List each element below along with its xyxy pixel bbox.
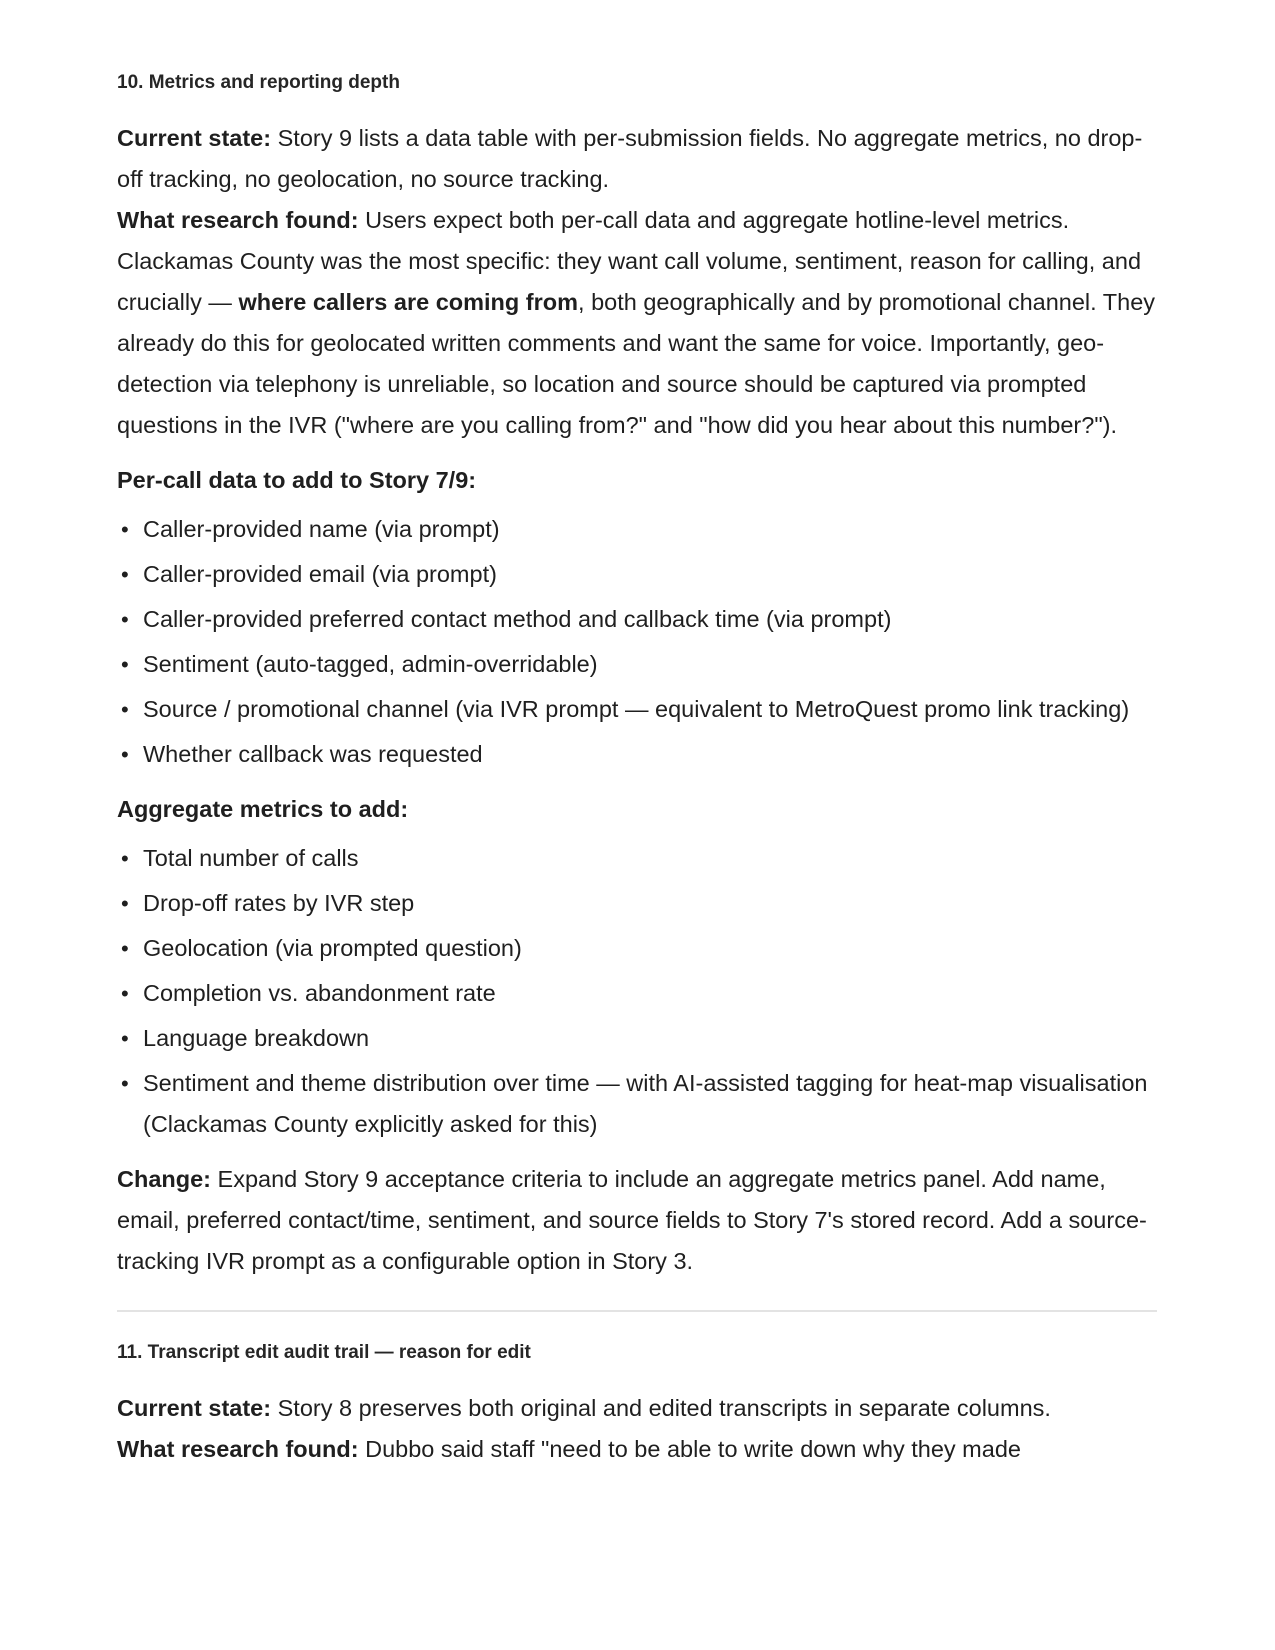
bullet-icon: •	[121, 517, 129, 542]
section-11-research-found	[117, 1429, 1157, 1470]
list-item: • Language breakdown	[117, 1018, 1157, 1059]
list-item: • Sentiment (auto-tagged, admin-overridable)	[117, 644, 1157, 685]
research-found-emphasis: where callers are coming from	[238, 289, 579, 315]
bullet-icon: •	[121, 1026, 129, 1051]
current-state-text: Story 8 preserves both original and edited transcripts in separate columns.	[271, 1395, 1051, 1421]
list-item: • Source / promotional channel (via IVR prompt — equivalent to MetroQuest promo link tracking)	[117, 689, 1157, 730]
current-state-text: Story 9 lists a data table with per-submission fields. No aggregate metrics, no drop-off tracking, no geolocation, no source tracking.	[117, 125, 1143, 192]
list-item: • Geolocation (via prompted question)	[117, 928, 1157, 969]
bullet-icon: •	[121, 981, 129, 1006]
bullet-icon: •	[121, 936, 129, 961]
research-found-text-1: Users expect both per-call data and aggregate hotline-level metrics. Clackamas County was the most specific: they want call volume, sentiment, reason for calling, and crucially —	[117, 207, 1142, 315]
section-10-change	[117, 1159, 1157, 1282]
list-item: • Total number of calls	[117, 838, 1157, 879]
list-item: • Caller-provided email (via prompt)	[117, 554, 1157, 595]
section-10-current-state	[117, 118, 1157, 200]
section-10-research-found	[117, 200, 1157, 446]
list-item: • Caller-provided name (via prompt)	[117, 509, 1157, 550]
list-item: • Caller-provided preferred contact method and callback time (via prompt)	[117, 599, 1157, 640]
aggregate-metrics-list	[117, 838, 1157, 1145]
bullet-icon: •	[121, 562, 129, 587]
research-found-label: What research found:	[117, 207, 359, 233]
bullet-icon: •	[121, 607, 129, 632]
change-text: Expand Story 9 acceptance criteria to include an aggregate metrics panel. Add name, email, preferred contact/time, sentiment, and source fields to Story 7's stored record. Add a source-tracking IVR prompt as a configurable option in Story 3.	[117, 1166, 1147, 1274]
research-found-label: What research found:	[117, 1436, 359, 1462]
research-found-text-2: , both geographically and by promotional channel. They already do this for geolocated written comments and want the same for voice. Importantly, geo-detection via telephony is unreliable, so location and source should be captured via prompted questions in the IVR ("where are you calling from?" and "how did you hear about this number?").	[117, 289, 1156, 438]
bullet-icon: •	[121, 652, 129, 677]
section-10-heading: 10. Metrics and reporting depth	[117, 72, 400, 93]
list-item: • Drop-off rates by IVR step	[117, 883, 1157, 924]
bullet-icon: •	[121, 1071, 129, 1096]
section-11-heading: 11. Transcript edit audit trail — reason for edit	[117, 1342, 531, 1363]
list-item: • Sentiment and theme distribution over time — with AI-assisted tagging for heat-map visualisation (Clackamas County explicitly asked for this)	[117, 1063, 1157, 1145]
current-state-label: Current state:	[117, 125, 272, 151]
aggregate-metrics-heading: Aggregate metrics to add:	[117, 796, 409, 822]
change-label: Change:	[117, 1166, 211, 1192]
list-item: • Whether callback was requested	[117, 734, 1157, 775]
bullet-icon: •	[121, 742, 129, 767]
per-call-data-list	[117, 509, 1157, 775]
list-item: • Completion vs. abandonment rate	[117, 973, 1157, 1014]
per-call-data-heading: Per-call data to add to Story 7/9:	[117, 467, 477, 493]
current-state-label: Current state:	[117, 1395, 272, 1421]
bullet-icon: •	[121, 846, 129, 871]
bullet-icon: •	[121, 697, 129, 722]
research-found-text: Dubbo said staff "need to be able to write down why they made	[358, 1436, 1021, 1462]
document-page	[117, 70, 1157, 1470]
section-11-current-state	[117, 1388, 1157, 1429]
bullet-icon: •	[121, 891, 129, 916]
